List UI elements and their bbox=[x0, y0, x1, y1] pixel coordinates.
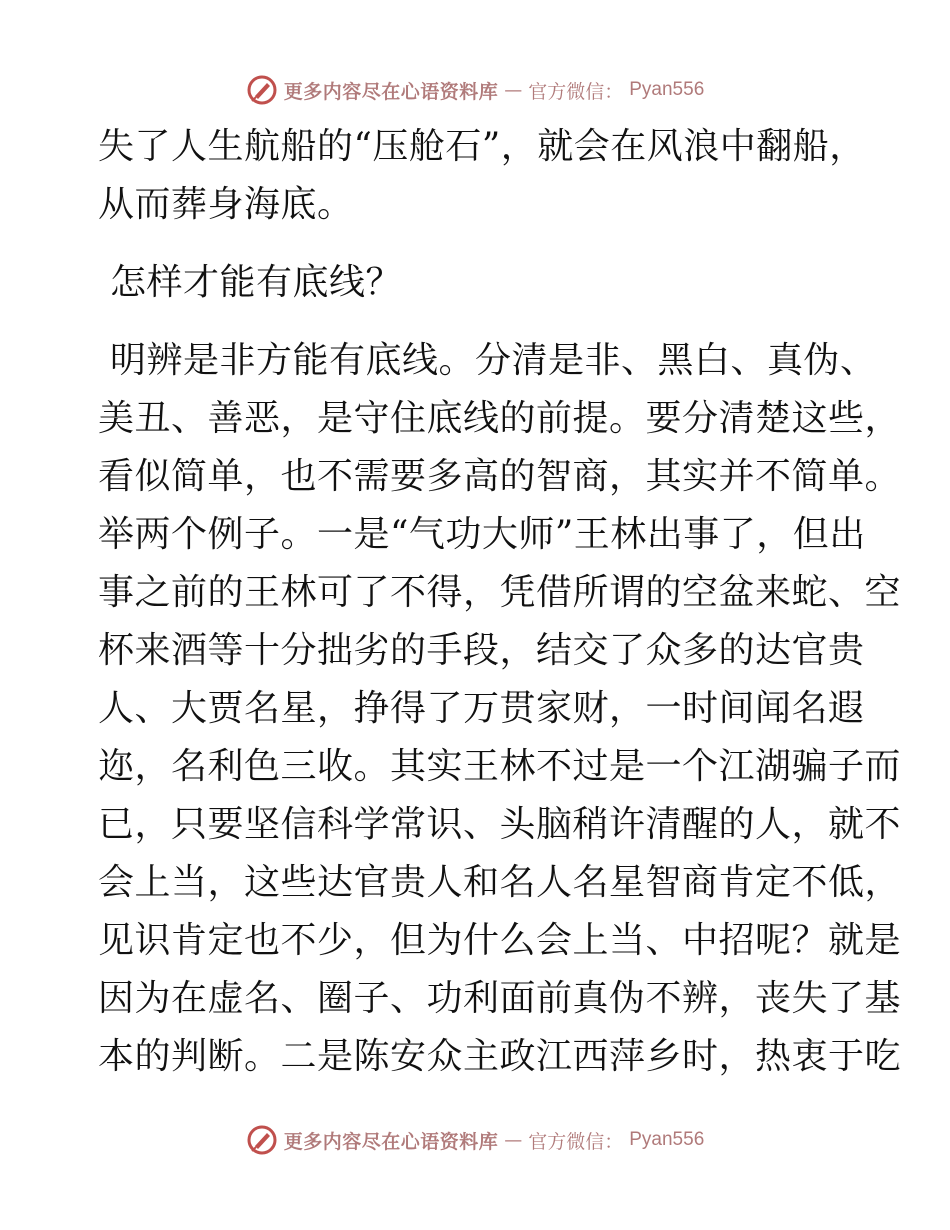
pen-logo-icon bbox=[246, 74, 278, 106]
footer-separator: — bbox=[504, 1129, 523, 1151]
document-body bbox=[98, 118, 902, 1086]
header-watermark bbox=[0, 70, 950, 110]
footer-watermark bbox=[0, 1120, 950, 1160]
text-line: 因为在虚名、圈子、功利面前真伪不辨，丧失了基 bbox=[98, 978, 902, 1019]
footer-wechat-handle: Pyan556 bbox=[629, 1129, 705, 1150]
text-line: 见识肯定也不少，但为什么会上当、中招呢？就是 bbox=[98, 920, 902, 961]
pen-logo-icon bbox=[246, 1124, 278, 1156]
text-line: 失了人生航船的“压舱石”，就会在风浪中翻船， bbox=[98, 126, 866, 167]
text-line: 迩，名利色三收。其实王林不过是一个江湖骗子而 bbox=[98, 746, 902, 787]
text-line: 本的判断。二是陈安众主政江西萍乡时，热衷于吃 bbox=[98, 1036, 902, 1077]
footer-brand: 更多内容尽在心语资料库 bbox=[283, 1130, 499, 1153]
text-line: 已，只要坚信科学常识、头脑稍许清醒的人，就不 bbox=[98, 804, 902, 845]
header-wechat-handle: Pyan556 bbox=[629, 79, 705, 100]
section-heading: 怎样才能有底线？ bbox=[110, 262, 403, 303]
text-line: 事之前的王林可了不得，凭借所谓的空盆来蛇、空 bbox=[98, 572, 902, 613]
text-line: 会上当，这些达官贵人和名人名星智商肯定不低， bbox=[98, 862, 902, 903]
footer-wechat-label: 官方微信： bbox=[528, 1130, 624, 1153]
header-wechat-label: 官方微信： bbox=[528, 80, 624, 103]
text-line: 美丑、善恶，是守住底线的前提。要分清楚这些， bbox=[98, 398, 902, 439]
text-line: 明辨是非方能有底线。分清是非、黑白、真伪、 bbox=[110, 340, 877, 381]
header-separator: — bbox=[504, 79, 523, 101]
text-line: 人、大贾名星，挣得了万贯家财，一时间闻名遐 bbox=[98, 688, 865, 729]
text-line: 看似简单，也不需要多高的智商，其实并不简单。 bbox=[98, 456, 902, 497]
text-line: 举两个例子。一是“气功大师”王林出事了，但出 bbox=[98, 514, 866, 555]
text-line: 杯来酒等十分拙劣的手段，结交了众多的达官贵 bbox=[98, 630, 865, 671]
header-brand: 更多内容尽在心语资料库 bbox=[283, 80, 499, 103]
text-line: 从而葬身海底。 bbox=[98, 184, 354, 225]
